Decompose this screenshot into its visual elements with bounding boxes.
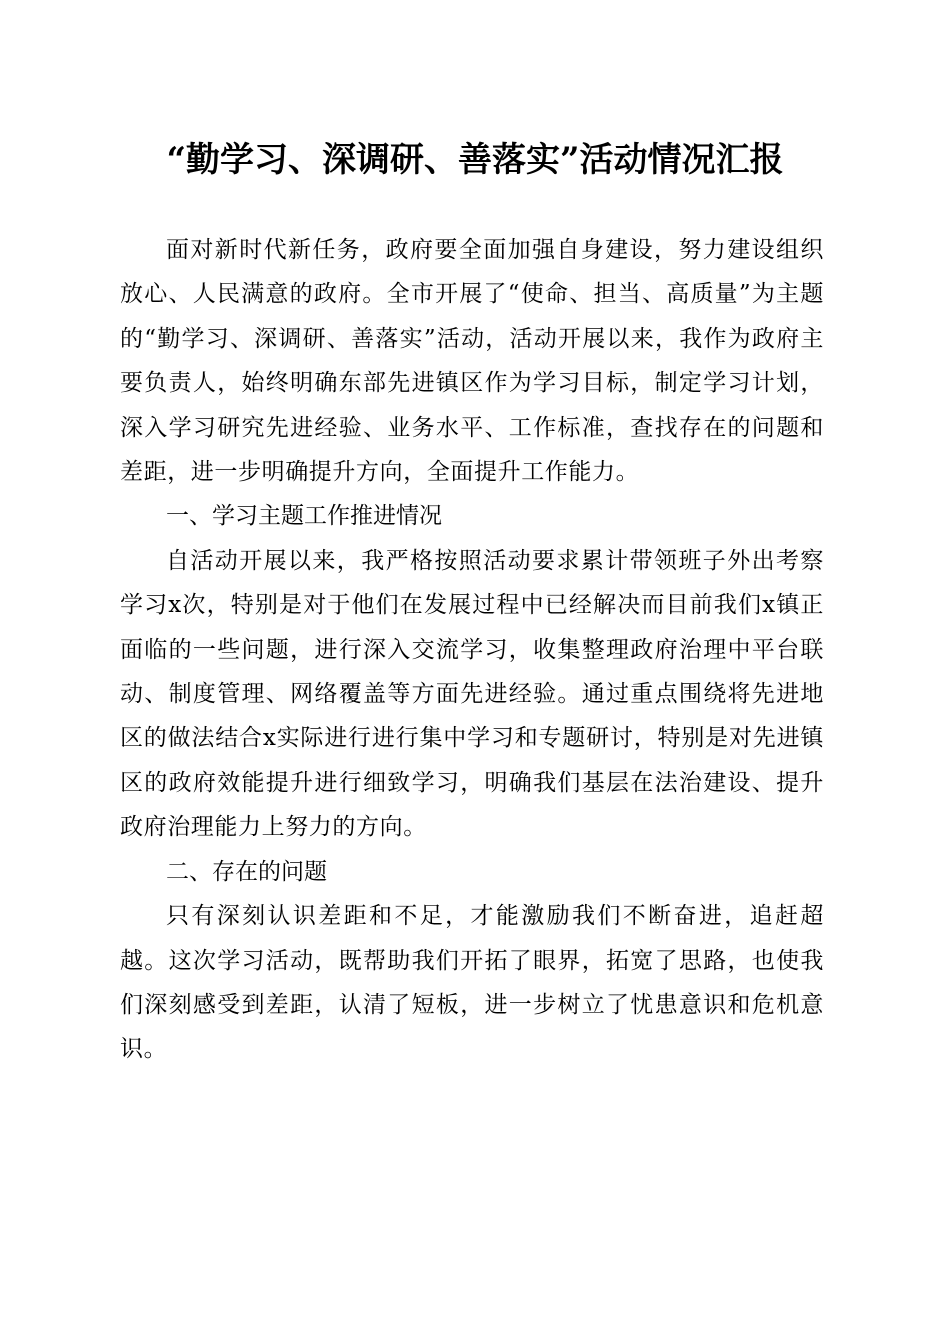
section-1-paragraph: 自活动开展以来，我严格按照活动要求累计带领班子外出考察学习x次，特别是对于他们在发展过程中已经解决而目前我们x镇正面临的一些问题，进行深入交流学习，收集整理政府治理中平台联动、制度管理、网络覆盖等方面先进经验。通过重点围绕将先进地区的做法结合x实际进行进行集中学习和专题研讨，特别是对先进镇区的政府效能提升进行细致学习，明确我们基层在法治建设、提升政府治理能力上努力的方向。 [120, 547, 824, 841]
document-title: “勤学习、深调研、善落实”活动情况汇报 [166, 140, 784, 180]
document-body [120, 228, 824, 1072]
intro-paragraph: 面对新时代新任务，政府要全面加强自身建设，努力建设组织放心、人民满意的政府。全市开展了“使命、担当、高质量”为主题的“勤学习、深调研、善落实”活动，活动开展以来，我作为政府主要负责人，始终明确东部先进镇区作为学习目标，制定学习计划，深入学习研究先进经验、业务水平、工作标准，查找存在的问题和差距，进一步明确提升方向，全面提升工作能力。 [120, 237, 824, 486]
section-2-heading: 二、存在的问题 [166, 858, 327, 885]
section-1-heading: 一、学习主题工作推进情况 [166, 503, 442, 530]
section-2-paragraph: 只有深刻认识差距和不足，才能激励我们不断奋进，追赶超越。这次学习活动，既帮助我们开拓了眼界，拓宽了思路，也使我们深刻感受到差距，认清了短板，进一步树立了忧患意识和危机意识。 [120, 903, 824, 1063]
